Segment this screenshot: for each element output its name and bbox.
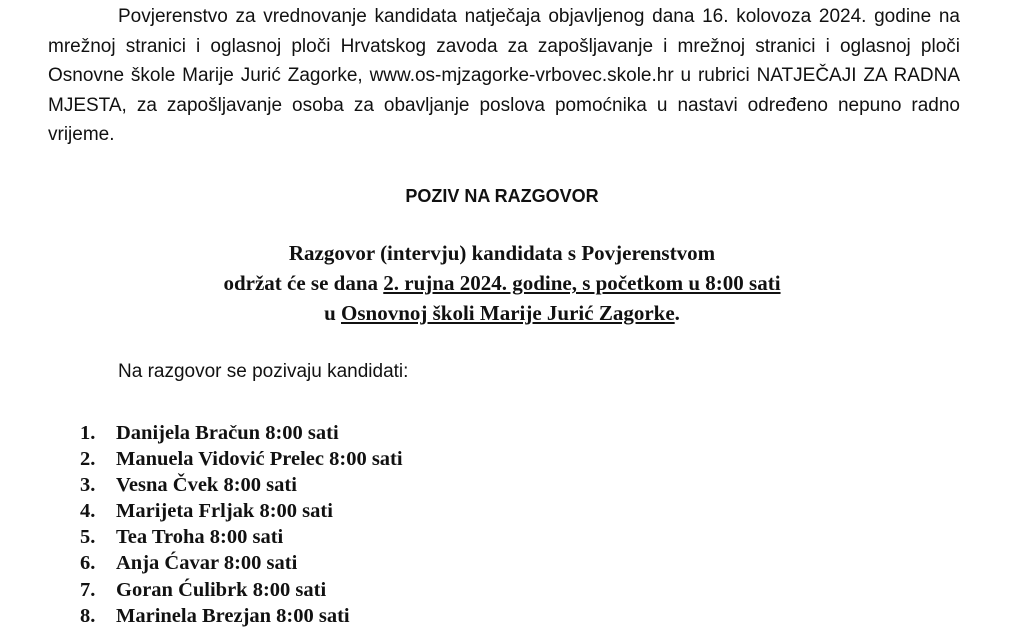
candidate-number: 3. xyxy=(80,474,96,497)
candidate-number: 5. xyxy=(80,526,96,549)
interview-details xyxy=(0,238,1004,328)
candidate-number: 2. xyxy=(80,448,96,471)
interview-location: Osnovnoj školi Marije Jurić Zagorke xyxy=(341,301,675,325)
interview-line-3 xyxy=(0,298,1004,328)
candidate-name: Goran Ćulibrk 8:00 sati xyxy=(116,578,327,601)
interview-location-suffix: . xyxy=(674,301,680,325)
interview-line-1: Razgovor (intervju) kandidata s Povjerenstvom xyxy=(288,241,716,265)
candidate-number: 1. xyxy=(80,422,96,444)
candidate-name: Tea Troha 8:00 sati xyxy=(116,526,284,549)
candidate-name: Marinela Brezjan 8:00 sati xyxy=(116,604,350,627)
candidate-item xyxy=(80,446,403,472)
candidate-item xyxy=(80,524,403,550)
interview-date-prefix: održat će se dana xyxy=(223,271,384,295)
candidate-number: 7. xyxy=(80,578,96,601)
candidate-number: 6. xyxy=(80,552,96,575)
candidate-number: 8. xyxy=(80,604,96,627)
candidate-name: Manuela Vidović Prelec 8:00 sati xyxy=(116,448,403,471)
invite-text: Na razgovor se pozivaju kandidati: xyxy=(118,361,409,382)
candidate-item xyxy=(80,498,403,524)
candidate-name: Danijela Bračun 8:00 sati xyxy=(116,422,339,444)
candidate-item xyxy=(80,472,403,498)
interview-line-2 xyxy=(0,268,1004,298)
intro-paragraph: Povjerenstvo za vrednovanje kandidata natječaja objavljenog dana 16. kolovoza 2024. godine na mrežnoj stranici i oglasnoj ploči Hrvatskog zavoda za zapošljavanje i mrežnoj stranici i oglasnoj ploči Osnovne škole Marije Jurić Zagorke, www.os-mjzagorke-vrbovec.skole.hr u rubrici NATJEČAJI ZA RADNA MJESTA, za zapošljavanje osoba za obavljanje poslova pomoćnika u nastavi određeno nepuno radno vrijeme. xyxy=(48,6,960,145)
candidate-name: Marijeta Frljak 8:00 sati xyxy=(116,500,333,523)
candidate-item xyxy=(80,420,403,446)
candidate-name: Anja Ćavar 8:00 sati xyxy=(116,552,298,575)
candidate-list xyxy=(80,420,403,629)
invitation-heading: POZIV NA RAZGOVOR xyxy=(405,186,599,206)
candidate-name: Vesna Čvek 8:00 sati xyxy=(116,474,297,497)
candidate-item xyxy=(80,577,403,603)
interview-location-prefix: u xyxy=(324,301,342,325)
interview-date-time: 2. rujna 2024. godine, s početkom u 8:00 sati xyxy=(383,271,781,295)
candidate-number: 4. xyxy=(80,500,96,523)
candidate-item xyxy=(80,550,403,576)
